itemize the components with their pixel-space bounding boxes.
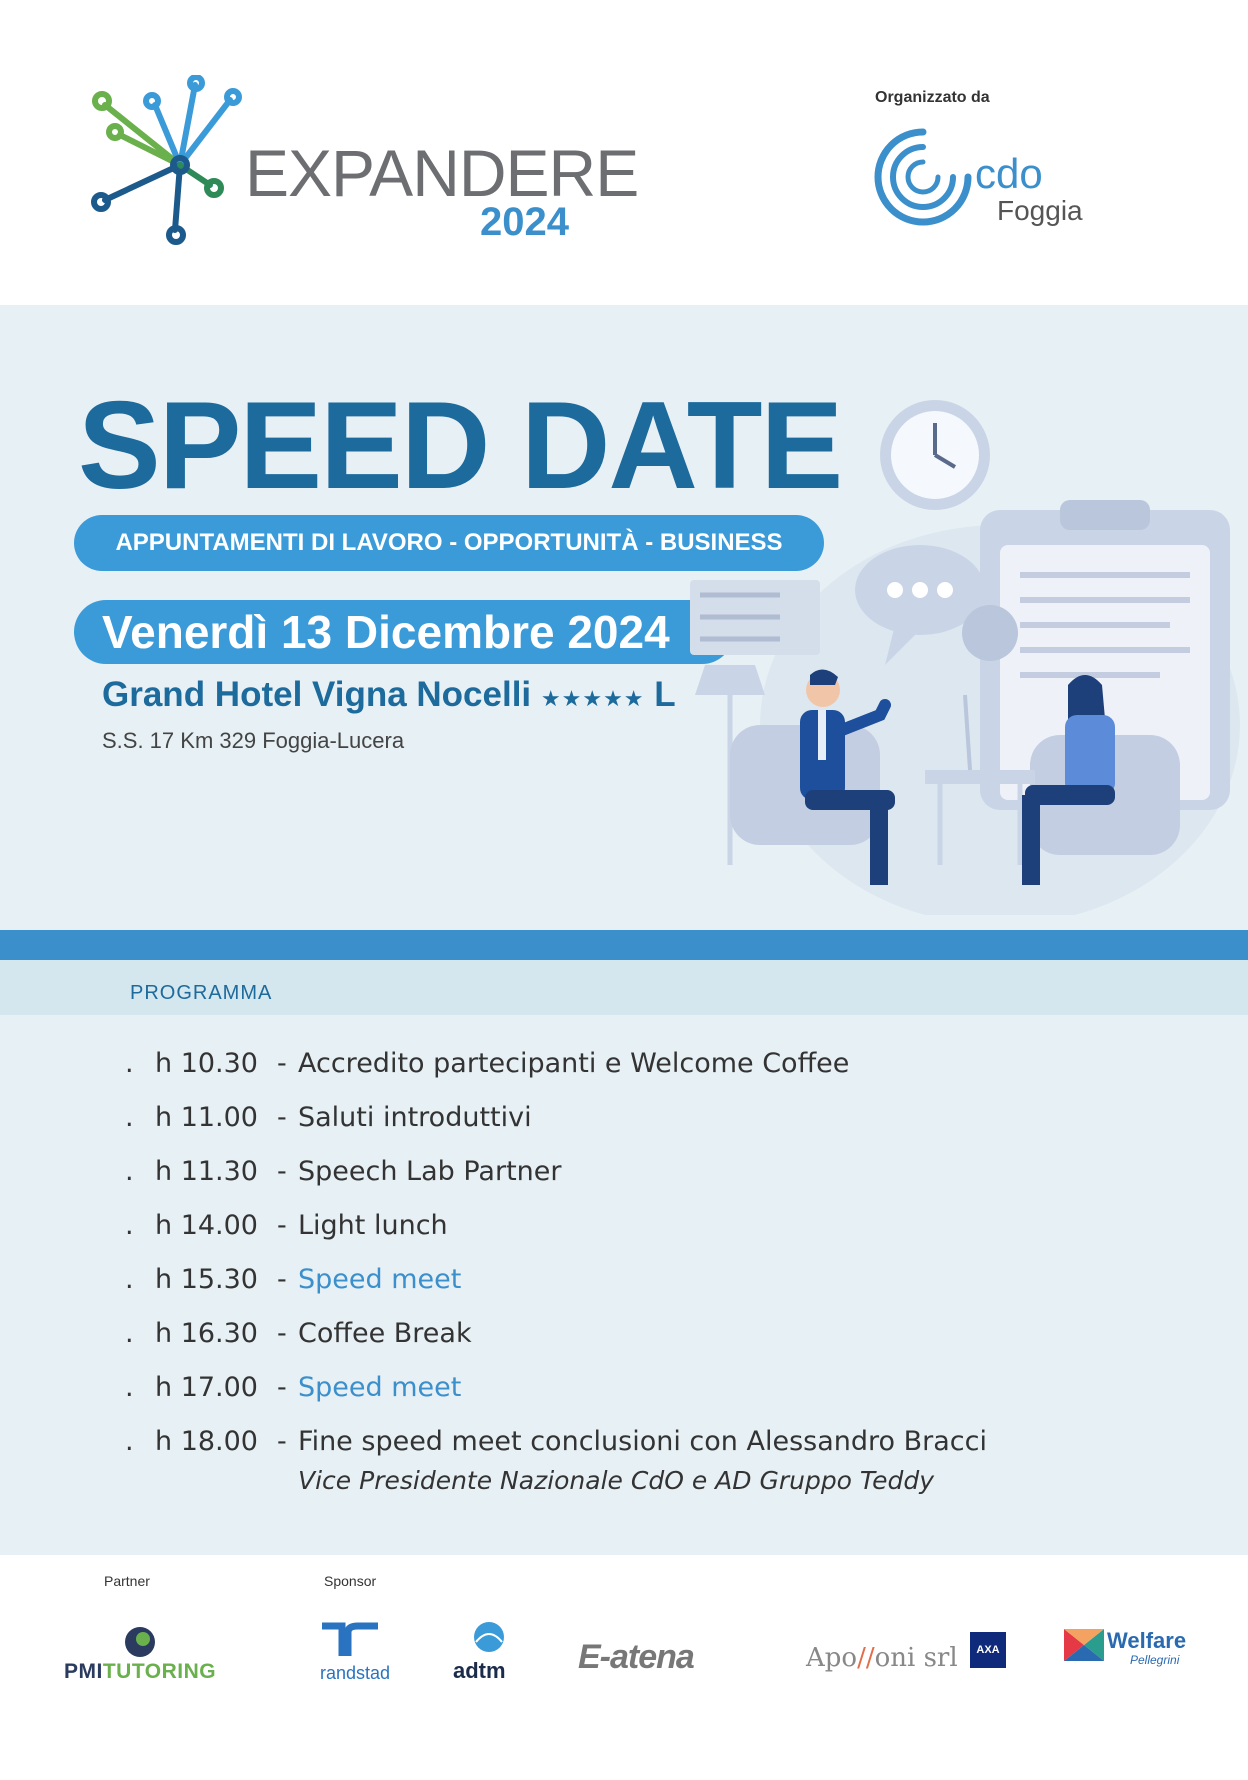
- venue-address: S.S. 17 Km 329 Foggia-Lucera: [102, 728, 405, 753]
- program-bullet: .: [125, 1372, 134, 1403]
- program-activity: Light lunch: [298, 1210, 448, 1241]
- program-activity: Speed meet: [298, 1372, 462, 1403]
- meeting-illustration-icon: [670, 385, 1240, 915]
- program-time: h 10.30: [155, 1048, 258, 1079]
- venue-name: [102, 675, 676, 715]
- program-dash: -: [277, 1156, 287, 1187]
- divider-band: [0, 930, 1248, 960]
- program-dash: -: [277, 1372, 287, 1403]
- atena-logo: E-atena: [578, 1638, 694, 1676]
- randstad-logo: randstad: [320, 1663, 391, 1683]
- program-activity: Fine speed meet conclusioni con Alessandro Bracci: [298, 1426, 987, 1457]
- program-dash: -: [277, 1210, 287, 1241]
- program-bullet: .: [125, 1156, 134, 1187]
- program-bullet: .: [125, 1102, 134, 1133]
- program-activity: Speech Lab Partner: [298, 1156, 562, 1187]
- welfare-logo-icon: [1062, 1625, 1106, 1665]
- partner-label: Partner: [104, 1573, 150, 1589]
- pmi-tutoring-logo: [64, 1660, 216, 1684]
- venue-suffix: L: [654, 675, 676, 714]
- program-activity: Accredito partecipanti e Welcome Coffee: [298, 1048, 850, 1079]
- program-time: h 18.00: [155, 1426, 258, 1457]
- welfare-sub: Pellegrini: [1130, 1653, 1180, 1667]
- program-activity: Saluti introduttivi: [298, 1102, 532, 1133]
- organized-by-label: Organizzato da: [875, 89, 990, 106]
- welfare-logo: Welfare: [1107, 1628, 1187, 1653]
- program-bullet: .: [125, 1264, 134, 1295]
- program-time: h 11.30: [155, 1156, 258, 1187]
- cdo-swirl-icon: [868, 122, 978, 232]
- program-activity: Speed meet: [298, 1264, 462, 1295]
- program-dash: -: [277, 1102, 287, 1133]
- apollo-slash: //: [857, 1643, 875, 1673]
- date-pill: Venerdì 13 Dicembre 2024: [74, 600, 734, 664]
- apollo-a: Apo: [806, 1643, 858, 1673]
- program-dash: -: [277, 1426, 287, 1457]
- venue-label: Grand Hotel Vigna Nocelli: [102, 675, 532, 714]
- pmi-accent: TUTORING: [102, 1660, 217, 1683]
- program-bullet: .: [125, 1426, 134, 1457]
- adtm-logo: adtm: [453, 1658, 506, 1683]
- axa-logo: AXA: [970, 1632, 1006, 1668]
- program-time: h 16.30: [155, 1318, 258, 1349]
- apollo-logo: [806, 1643, 958, 1673]
- program-time: h 15.30: [155, 1264, 258, 1295]
- program-dash: -: [277, 1264, 287, 1295]
- logo-year: 2024: [480, 200, 569, 244]
- logo-word: EXPANDERE: [245, 136, 639, 210]
- org-city: Foggia: [997, 195, 1083, 226]
- program-bullet: .: [125, 1048, 134, 1079]
- program-activity: Coffee Break: [298, 1318, 472, 1349]
- page-title: SPEED DATE: [78, 377, 842, 515]
- program-time: h 11.00: [155, 1102, 258, 1133]
- org-name: cdo: [975, 150, 1043, 197]
- program-time: h 14.00: [155, 1210, 258, 1241]
- apollo-b: oni srl: [874, 1643, 958, 1673]
- program-bullet: .: [125, 1318, 134, 1349]
- program-dash: -: [277, 1318, 287, 1349]
- pmi-main: PMI: [64, 1660, 103, 1683]
- program-dash: -: [277, 1048, 287, 1079]
- program-heading: PROGRAMMA: [130, 982, 273, 1004]
- subtitle-pill: APPUNTAMENTI DI LAVORO - OPPORTUNITÀ - BUSINESS: [74, 515, 824, 571]
- adtm-logo-icon: [472, 1620, 506, 1654]
- program-bullet: .: [125, 1210, 134, 1241]
- randstad-logo-icon: [318, 1622, 382, 1658]
- program-note: Vice Presidente Nazionale CdO e AD Gruppo Teddy: [298, 1466, 935, 1495]
- program-time: h 17.00: [155, 1372, 258, 1403]
- stars-rating: ★★★★★: [540, 686, 645, 711]
- pmi-tutoring-logo-icon: [123, 1625, 157, 1659]
- sponsor-label: Sponsor: [324, 1573, 377, 1589]
